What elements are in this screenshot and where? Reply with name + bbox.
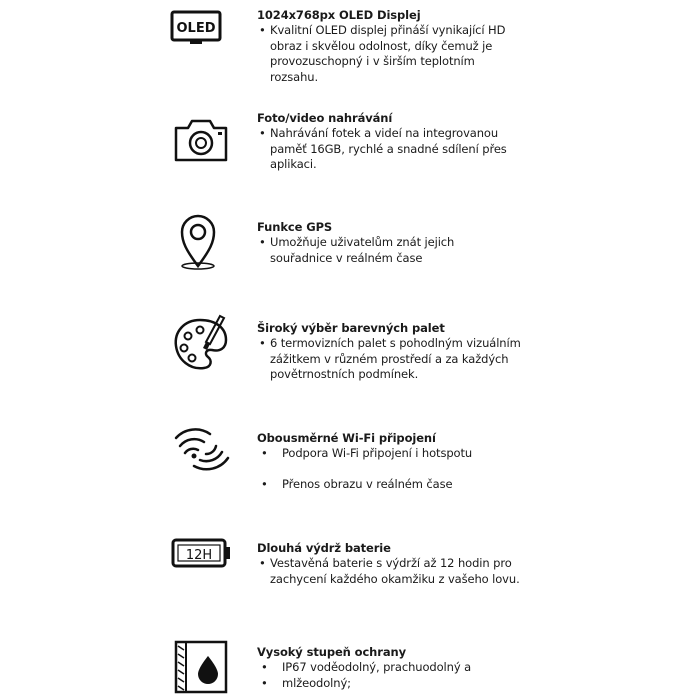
feature-bullet: • IP67 voděodolný, prachuodolný a [257, 660, 542, 676]
feature-bullet: • 6 termovizních palet s pohodlným vizuálním zážitkem v různém prostředí a za každých povětrnostních podmínek. [257, 336, 555, 383]
oled-display-icon [170, 6, 234, 70]
waterproof-icon [170, 636, 234, 700]
feature-title: Foto/video nahrávání [257, 111, 393, 125]
feature-title: Široký výběr barevných palet [257, 321, 445, 335]
feature-bullet: • Přenos obrazu v reálném čase [257, 477, 542, 493]
feature-title: Obousměrné Wi-Fi připojení [257, 431, 436, 445]
battery-icon [170, 530, 234, 594]
feature-bullet: • Vestavěná baterie s výdrží až 12 hodin pro zachycení každého okamžiku z vašeho lovu. [257, 556, 520, 587]
gps-pin-icon [170, 208, 234, 272]
wifi-icon [170, 418, 234, 482]
feature-bullet: • Nahrávání fotek a videí na integrovanou paměť 16GB, rychlé a snadné sdílení přes aplikaci. [257, 126, 535, 173]
camera-icon [170, 108, 234, 172]
svg-text:OLED: OLED [176, 21, 216, 36]
svg-text:12H: 12H [185, 548, 213, 563]
feature-bullet: • mlžeodolný; [257, 676, 542, 692]
feature-title: Dlouhá výdrž baterie [257, 541, 391, 555]
feature-bullet: • Kvalitní OLED displej přináší vynikající HD obraz i skvělou odolnost, díky čemuž je provozuschopný i v širším teplotním rozsahu. [257, 23, 515, 85]
feature-bullet: • Podpora Wi-Fi připojení i hotspotu [257, 446, 542, 462]
feature-title: Vysoký stupeň ochrany [257, 645, 406, 659]
feature-title: 1024x768px OLED Displej [257, 8, 421, 22]
feature-title: Funkce GPS [257, 220, 333, 234]
palette-icon [170, 312, 234, 376]
feature-bullet: • Umožňuje uživatelům znát jejich souřadnice v reálném čase [257, 235, 495, 266]
